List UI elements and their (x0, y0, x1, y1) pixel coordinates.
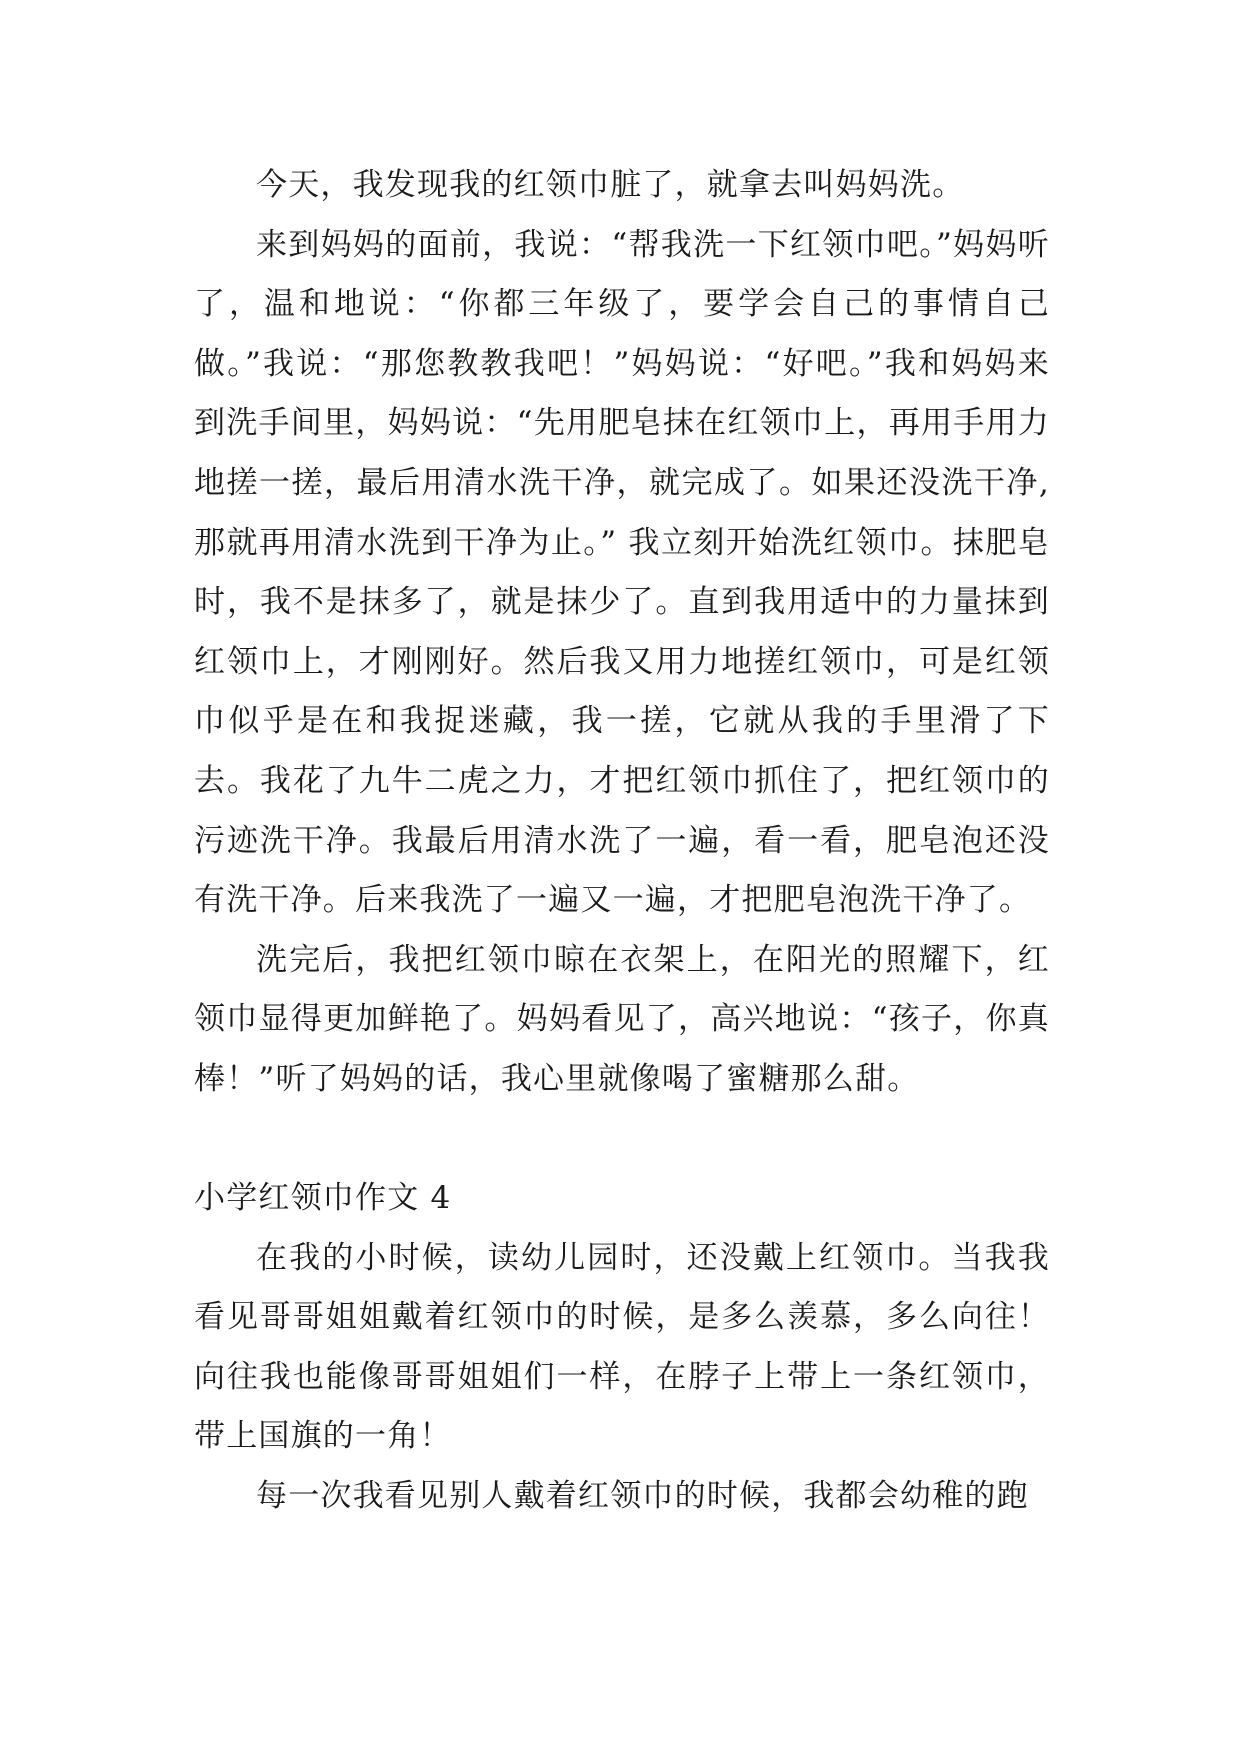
paragraph: 在我的小时候，读幼儿园时，还没戴上红领巾。当我我看见哥哥姐姐戴着红领巾的时候，是多么羡慕，多么向往！向往我也能像哥哥姐姐们一样，在脖子上带上一条红领巾，带上国旗的一角！ (194, 1239, 1050, 1455)
section-heading: 小学红领巾作文 4 (194, 1180, 452, 1217)
document-body (194, 156, 1050, 1527)
paragraph: 今天，我发现我的红领巾脏了，就拿去叫妈妈洗。 (256, 167, 965, 203)
paragraph: 来到妈妈的面前，我说：“帮我洗一下红领巾吧。”妈妈听了，温和地说：“你都三年级了，要学会自己的事情自己做。”我说：“那您教教我吧！”妈妈说：“好吧。”我和妈妈来到洗手间里，妈妈说：“先用肥皂抹在红领巾上，再用手用力地搓一搓，最后用清水洗干净，就完成了。如果还没洗干净,那就再用清水洗到干净为止。” 我立刻开始洗红领巾。抹肥皂时，我不是抹多了，就是抹少了。直到我用适中的力量抹到红领巾上，才刚刚好。然后我又用力地搓红领巾，可是红领巾似乎是在和我捉迷藏，我一搓，它就从我的手里滑了下去。我花了九牛二虎之力，才把红领巾抓住了，把红领巾的污迹洗干净。我最后用清水洗了一遍，看一看，肥皂泡还没有洗干净。后来我洗了一遍又一遍，才把肥皂泡洗干净了。 (194, 226, 1050, 919)
paragraph: 洗完后，我把红领巾晾在衣架上，在阳光的照耀下，红领巾显得更加鲜艳了。妈妈看见了，高兴地说：“孩子，你真棒！”听了妈妈的话，我心里就像喝了蜜糖那么甜。 (194, 941, 1050, 1097)
paragraph: 每一次我看见别人戴着红领巾的时候，我都会幼稚的跑 (256, 1478, 1029, 1515)
